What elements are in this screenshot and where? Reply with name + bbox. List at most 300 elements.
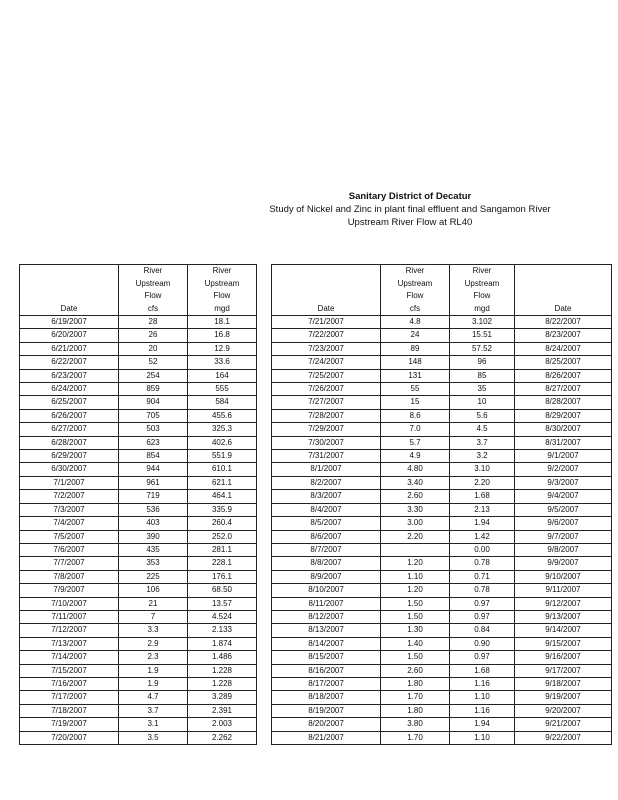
table-row [20, 624, 257, 637]
flow-cfs-cell: 944 [119, 463, 188, 476]
table-row [515, 342, 612, 355]
flow-mgd-cell: 15.51 [450, 329, 515, 342]
date-cell: 7/24/2007 [272, 356, 381, 369]
flow-mgd-cell: 85 [450, 369, 515, 382]
date-cell: 7/5/2007 [20, 530, 119, 543]
date-cell: 8/27/2007 [515, 383, 612, 396]
flow-mgd-cell: 176.1 [188, 570, 257, 583]
date-cell: 8/15/2007 [272, 651, 381, 664]
flow-cfs-cell: 1.40 [381, 637, 450, 650]
table-row [20, 704, 257, 717]
flow-cfs-cell: 1.70 [381, 731, 450, 744]
table-row [515, 436, 612, 449]
table-row [515, 543, 612, 556]
table-row [515, 476, 612, 489]
flow-mgd-cell: 0.97 [450, 597, 515, 610]
date-cell: 8/23/2007 [515, 329, 612, 342]
flow-mgd-cell: 35 [450, 383, 515, 396]
date-cell: 7/13/2007 [20, 637, 119, 650]
flow-cfs-cell: 3.1 [119, 718, 188, 731]
table-row [20, 329, 257, 342]
date-cell: 9/5/2007 [515, 503, 612, 516]
flow-mgd-cell: 1.42 [450, 530, 515, 543]
date-cell: 8/30/2007 [515, 423, 612, 436]
table-row [272, 557, 515, 570]
flow-mgd-cell: 551.9 [188, 450, 257, 463]
date-cell: 8/4/2007 [272, 503, 381, 516]
date-cell: 7/15/2007 [20, 664, 119, 677]
table-row [515, 637, 612, 650]
flow-cfs-cell: 4.7 [119, 691, 188, 704]
report-subtitle-2: Upstream River Flow at RL40 [347, 217, 473, 228]
table-row [515, 557, 612, 570]
table-row [515, 503, 612, 516]
table-row [515, 396, 612, 409]
date-cell: 7/22/2007 [272, 329, 381, 342]
table-row [20, 731, 257, 744]
flow-mgd-cell: 260.4 [188, 517, 257, 530]
cfs-header: River Upstream Flow cfs [381, 265, 450, 316]
table-row [272, 731, 515, 744]
flow-mgd-cell: 10 [450, 396, 515, 409]
table-row [515, 450, 612, 463]
date-cell: 8/12/2007 [272, 610, 381, 623]
flow-cfs-cell: 225 [119, 570, 188, 583]
flow-cfs-cell: 2.20 [381, 530, 450, 543]
flow-mgd-cell: 1.228 [188, 664, 257, 677]
flow-mgd-cell: 0.97 [450, 651, 515, 664]
table-row [272, 624, 515, 637]
date-cell: 7/3/2007 [20, 503, 119, 516]
flow-mgd-cell: 1.68 [450, 664, 515, 677]
flow-cfs-cell: 1.50 [381, 610, 450, 623]
date-cell: 8/14/2007 [272, 637, 381, 650]
table-row [20, 369, 257, 382]
date-cell: 6/23/2007 [20, 369, 119, 382]
table-row [515, 584, 612, 597]
date-header: Date [272, 265, 381, 316]
table-row [515, 610, 612, 623]
flow-cfs-cell: 55 [381, 383, 450, 396]
table-row [515, 356, 612, 369]
date-cell: 6/21/2007 [20, 342, 119, 355]
table-row [272, 329, 515, 342]
date-cell: 9/4/2007 [515, 490, 612, 503]
date-cell: 9/18/2007 [515, 677, 612, 690]
date-cell: 9/16/2007 [515, 651, 612, 664]
date-header: Date [20, 265, 119, 316]
table-row [272, 543, 515, 556]
table-row [20, 450, 257, 463]
table-row [515, 691, 612, 704]
flow-mgd-cell: 2.262 [188, 731, 257, 744]
flow-cfs-cell: 1.20 [381, 584, 450, 597]
flow-cfs-cell: 5.7 [381, 436, 450, 449]
flow-mgd-cell: 4.5 [450, 423, 515, 436]
table-row [515, 517, 612, 530]
flow-mgd-cell: 1.874 [188, 637, 257, 650]
flow-mgd-cell: 0.78 [450, 557, 515, 570]
date-cell: 7/12/2007 [20, 624, 119, 637]
flow-mgd-cell: 1.16 [450, 704, 515, 717]
date-cell: 6/26/2007 [20, 409, 119, 422]
date-cell: 8/7/2007 [272, 543, 381, 556]
table-row [20, 517, 257, 530]
date-cell: 7/23/2007 [272, 342, 381, 355]
flow-cfs-cell: 2.9 [119, 637, 188, 650]
date-cell: 9/2/2007 [515, 463, 612, 476]
table-row [272, 503, 515, 516]
flow-cfs-cell: 719 [119, 490, 188, 503]
date-cell: 8/6/2007 [272, 530, 381, 543]
table-row [20, 557, 257, 570]
date-cell: 8/19/2007 [272, 704, 381, 717]
table-row [20, 570, 257, 583]
flow-mgd-cell: 0.97 [450, 610, 515, 623]
date-cell: 6/19/2007 [20, 316, 119, 329]
date-cell: 7/9/2007 [20, 584, 119, 597]
flow-cfs-cell: 15 [381, 396, 450, 409]
date-cell: 8/31/2007 [515, 436, 612, 449]
flow-mgd-cell: 3.102 [450, 316, 515, 329]
table-row [515, 463, 612, 476]
date-cell: 6/20/2007 [20, 329, 119, 342]
flow-mgd-cell: 584 [188, 396, 257, 409]
table-row [272, 409, 515, 422]
table-row [272, 356, 515, 369]
date-cell: 9/17/2007 [515, 664, 612, 677]
date-cell: 8/25/2007 [515, 356, 612, 369]
flow-mgd-cell: 0.71 [450, 570, 515, 583]
flow-mgd-cell: 1.94 [450, 517, 515, 530]
flow-mgd-cell: 2.20 [450, 476, 515, 489]
date-cell: 7/25/2007 [272, 369, 381, 382]
table-row [515, 570, 612, 583]
date-cell: 8/21/2007 [272, 731, 381, 744]
flow-mgd-cell: 3.7 [450, 436, 515, 449]
flow-mgd-cell: 281.1 [188, 543, 257, 556]
table-row [20, 342, 257, 355]
flow-cfs-cell: 21 [119, 597, 188, 610]
date-cell: 8/16/2007 [272, 664, 381, 677]
table-row [272, 704, 515, 717]
flow-cfs-cell: 1.30 [381, 624, 450, 637]
table-row [272, 691, 515, 704]
date-cell: 7/19/2007 [20, 718, 119, 731]
table-row [272, 584, 515, 597]
date-cell: 9/12/2007 [515, 597, 612, 610]
flow-cfs-cell: 623 [119, 436, 188, 449]
flow-cfs-cell: 3.00 [381, 517, 450, 530]
flow-cfs-cell: 2.60 [381, 664, 450, 677]
date-cell: 7/28/2007 [272, 409, 381, 422]
table-row [272, 677, 515, 690]
flow-cfs-cell: 435 [119, 543, 188, 556]
flow-mgd-cell: 57.52 [450, 342, 515, 355]
date-cell: 7/27/2007 [272, 396, 381, 409]
date-cell: 9/14/2007 [515, 624, 612, 637]
flow-cfs-cell: 1.80 [381, 677, 450, 690]
date-cell: 7/26/2007 [272, 383, 381, 396]
header-row [515, 265, 612, 316]
table-row [272, 718, 515, 731]
flow-cfs-cell: 3.40 [381, 476, 450, 489]
table-row [515, 624, 612, 637]
flow-cfs-cell: 1.50 [381, 651, 450, 664]
table-row [272, 396, 515, 409]
flow-cfs-cell: 4.80 [381, 463, 450, 476]
table-row [20, 718, 257, 731]
flow-cfs-cell: 390 [119, 530, 188, 543]
table-row [272, 369, 515, 382]
flow-cfs-cell: 1.20 [381, 557, 450, 570]
table-row [515, 316, 612, 329]
flow-mgd-cell: 16.8 [188, 329, 257, 342]
date-cell: 9/6/2007 [515, 517, 612, 530]
table-row [272, 570, 515, 583]
table-row [272, 597, 515, 610]
report-title-block [230, 190, 590, 229]
flow-mgd-cell: 0.78 [450, 584, 515, 597]
table-row [272, 610, 515, 623]
flow-mgd-cell: 464.1 [188, 490, 257, 503]
flow-mgd-cell: 0.00 [450, 543, 515, 556]
flow-cfs-cell: 3.3 [119, 624, 188, 637]
flow-cfs-cell: 705 [119, 409, 188, 422]
flow-cfs-cell: 961 [119, 476, 188, 489]
table-row [515, 490, 612, 503]
date-cell: 8/17/2007 [272, 677, 381, 690]
flow-mgd-cell: 325.3 [188, 423, 257, 436]
flow-mgd-cell: 96 [450, 356, 515, 369]
table-row [20, 316, 257, 329]
flow-cfs-cell: 3.80 [381, 718, 450, 731]
table-row [20, 490, 257, 503]
table-row [515, 731, 612, 744]
flow-table-panel-3 [514, 264, 612, 745]
flow-cfs-cell: 131 [381, 369, 450, 382]
date-cell: 6/29/2007 [20, 450, 119, 463]
flow-cfs-cell: 1.70 [381, 691, 450, 704]
date-cell: 8/26/2007 [515, 369, 612, 382]
flow-cfs-cell: 503 [119, 423, 188, 436]
table-row [272, 342, 515, 355]
date-cell: 9/3/2007 [515, 476, 612, 489]
table-row [20, 356, 257, 369]
flow-mgd-cell: 5.6 [450, 409, 515, 422]
table-row [515, 597, 612, 610]
flow-cfs-cell [381, 543, 450, 556]
flow-mgd-cell: 1.486 [188, 651, 257, 664]
date-cell: 8/28/2007 [515, 396, 612, 409]
flow-mgd-cell: 3.2 [450, 450, 515, 463]
flow-mgd-cell: 455.6 [188, 409, 257, 422]
date-cell: 7/31/2007 [272, 450, 381, 463]
date-cell: 7/14/2007 [20, 651, 119, 664]
flow-cfs-cell: 4.9 [381, 450, 450, 463]
date-cell: 8/13/2007 [272, 624, 381, 637]
flow-cfs-cell: 28 [119, 316, 188, 329]
date-cell: 6/27/2007 [20, 423, 119, 436]
flow-table-panel-2 [271, 264, 515, 745]
date-cell: 9/11/2007 [515, 584, 612, 597]
table-row [20, 543, 257, 556]
flow-mgd-cell: 335.9 [188, 503, 257, 516]
flow-mgd-cell: 12.9 [188, 342, 257, 355]
report-subtitle: Study of Nickel and Zinc in plant final effluent and Sangamon River [269, 204, 551, 215]
flow-cfs-cell: 854 [119, 450, 188, 463]
flow-mgd-cell: 228.1 [188, 557, 257, 570]
flow-mgd-cell: 555 [188, 383, 257, 396]
flow-mgd-cell: 3.289 [188, 691, 257, 704]
flow-mgd-cell: 621.1 [188, 476, 257, 489]
flow-cfs-cell: 3.30 [381, 503, 450, 516]
date-cell: 9/15/2007 [515, 637, 612, 650]
flow-cfs-cell: 1.9 [119, 664, 188, 677]
table-row [20, 423, 257, 436]
date-cell: 7/8/2007 [20, 570, 119, 583]
table-row [20, 436, 257, 449]
flow-mgd-cell: 1.94 [450, 718, 515, 731]
date-cell: 9/20/2007 [515, 704, 612, 717]
table-row [20, 651, 257, 664]
date-cell: 8/18/2007 [272, 691, 381, 704]
flow-mgd-cell: 68.50 [188, 584, 257, 597]
date-cell: 7/20/2007 [20, 731, 119, 744]
flow-cfs-cell: 254 [119, 369, 188, 382]
table-row [515, 423, 612, 436]
flow-cfs-cell: 536 [119, 503, 188, 516]
table-row [515, 383, 612, 396]
date-cell: 6/24/2007 [20, 383, 119, 396]
header-row [20, 265, 257, 316]
flow-mgd-cell: 13.57 [188, 597, 257, 610]
flow-mgd-cell: 3.10 [450, 463, 515, 476]
date-cell: 7/10/2007 [20, 597, 119, 610]
date-cell: 9/7/2007 [515, 530, 612, 543]
flow-mgd-cell: 164 [188, 369, 257, 382]
flow-cfs-cell: 20 [119, 342, 188, 355]
date-cell: 7/6/2007 [20, 543, 119, 556]
flow-mgd-cell: 402.6 [188, 436, 257, 449]
flow-cfs-cell: 403 [119, 517, 188, 530]
flow-cfs-cell: 859 [119, 383, 188, 396]
table-row [515, 677, 612, 690]
flow-mgd-cell: 2.133 [188, 624, 257, 637]
header-row [272, 265, 515, 316]
table-row [272, 476, 515, 489]
table-row [20, 637, 257, 650]
date-cell: 7/17/2007 [20, 691, 119, 704]
flow-cfs-cell: 7.0 [381, 423, 450, 436]
flow-cfs-cell: 24 [381, 329, 450, 342]
table-row [20, 584, 257, 597]
date-cell: 8/2/2007 [272, 476, 381, 489]
date-cell: 9/10/2007 [515, 570, 612, 583]
date-cell: 8/9/2007 [272, 570, 381, 583]
flow-mgd-cell: 1.16 [450, 677, 515, 690]
flow-mgd-cell: 0.84 [450, 624, 515, 637]
table-row [272, 490, 515, 503]
flow-mgd-cell: 2.391 [188, 704, 257, 717]
flow-cfs-cell: 106 [119, 584, 188, 597]
table-row [20, 383, 257, 396]
date-cell: 7/16/2007 [20, 677, 119, 690]
flow-mgd-cell: 4.524 [188, 610, 257, 623]
table-row [20, 610, 257, 623]
date-cell: 6/30/2007 [20, 463, 119, 476]
table-row [515, 718, 612, 731]
flow-mgd-cell: 0.90 [450, 637, 515, 650]
flow-cfs-cell: 4.8 [381, 316, 450, 329]
date-cell: 9/19/2007 [515, 691, 612, 704]
date-cell: 6/28/2007 [20, 436, 119, 449]
date-cell: 8/5/2007 [272, 517, 381, 530]
date-cell: 6/22/2007 [20, 356, 119, 369]
table-row [272, 316, 515, 329]
flow-mgd-cell: 610.1 [188, 463, 257, 476]
table-row [515, 369, 612, 382]
flow-mgd-cell: 1.228 [188, 677, 257, 690]
flow-cfs-cell: 2.60 [381, 490, 450, 503]
flow-mgd-cell: 1.10 [450, 691, 515, 704]
flow-mgd-cell: 1.10 [450, 731, 515, 744]
date-cell: 7/7/2007 [20, 557, 119, 570]
date-cell: 8/22/2007 [515, 316, 612, 329]
date-cell: 7/21/2007 [272, 316, 381, 329]
table-row [272, 436, 515, 449]
date-cell: 7/11/2007 [20, 610, 119, 623]
table-row [20, 396, 257, 409]
table-row [20, 691, 257, 704]
table-row [272, 383, 515, 396]
flow-mgd-cell: 1.68 [450, 490, 515, 503]
table-row [272, 651, 515, 664]
table-row [515, 704, 612, 717]
table-row [272, 450, 515, 463]
table-row [272, 664, 515, 677]
date-cell: 8/11/2007 [272, 597, 381, 610]
date-cell: 7/2/2007 [20, 490, 119, 503]
flow-cfs-cell: 8.6 [381, 409, 450, 422]
flow-mgd-cell: 33.6 [188, 356, 257, 369]
mgd-header: River Upstream Flow mgd [188, 265, 257, 316]
date-cell: 8/3/2007 [272, 490, 381, 503]
table-row [272, 423, 515, 436]
date-cell: 9/21/2007 [515, 718, 612, 731]
table-row [20, 409, 257, 422]
date-cell: 7/4/2007 [20, 517, 119, 530]
flow-cfs-cell: 3.7 [119, 704, 188, 717]
flow-mgd-cell: 2.13 [450, 503, 515, 516]
table-row [20, 503, 257, 516]
table-row [20, 530, 257, 543]
flow-cfs-cell: 89 [381, 342, 450, 355]
flow-cfs-cell: 7 [119, 610, 188, 623]
table-row [272, 517, 515, 530]
flow-cfs-cell: 1.10 [381, 570, 450, 583]
date-cell: 7/18/2007 [20, 704, 119, 717]
table-row [20, 677, 257, 690]
flow-cfs-cell: 26 [119, 329, 188, 342]
flow-cfs-cell: 1.50 [381, 597, 450, 610]
table-row [515, 651, 612, 664]
date-cell: 8/1/2007 [272, 463, 381, 476]
flow-mgd-cell: 2.003 [188, 718, 257, 731]
flow-cfs-cell: 3.5 [119, 731, 188, 744]
date-cell: 7/29/2007 [272, 423, 381, 436]
table-row [20, 476, 257, 489]
